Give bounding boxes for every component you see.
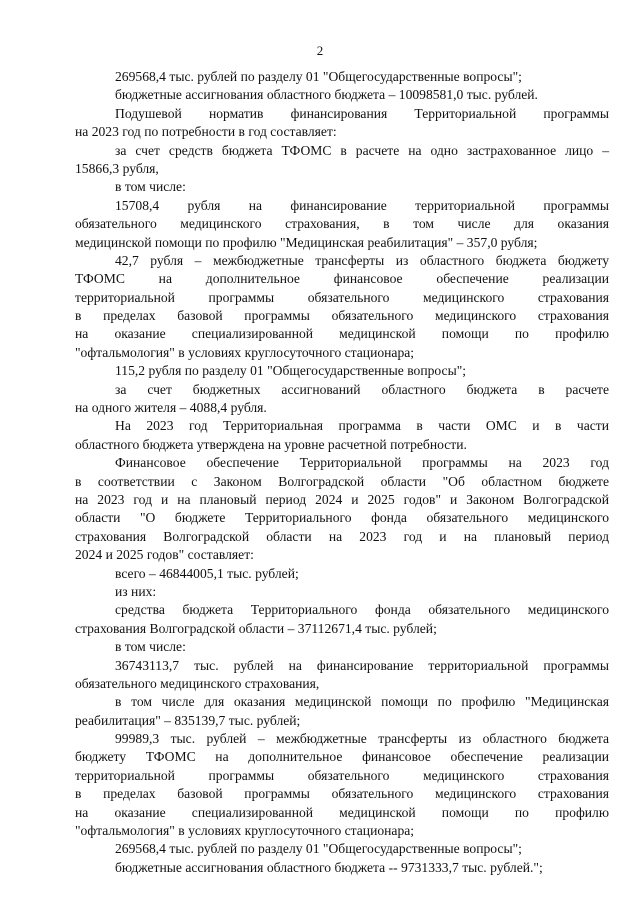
text-line: на 2023 год по потребности в год составляет: <box>75 124 337 140</box>
text-line: "офтальмология" в условиях круглосуточного стационара; <box>75 344 415 360</box>
text-line: 99989,3 тыс. рублей – межбюджетные трансферты из областного бюджета <box>115 731 609 747</box>
text-line: в пределах базовой программы обязательного медицинского страхования <box>75 308 609 324</box>
text-line: на одного жителя – 4088,4 рубля. <box>75 400 267 416</box>
text-line: ТФОМС на дополнительное финансовое обеспечение реализации <box>75 271 609 287</box>
text-line: 15708,4 рубля на финансирование территориальной программы <box>115 197 609 213</box>
text-line: "офтальмология" в условиях круглосуточного стационара; <box>75 823 415 839</box>
page-number: 2 <box>316 43 324 58</box>
text-line: 15866,3 рубля, <box>75 160 159 176</box>
text-line: на оказание специализированной медицинской помощи по профилю <box>75 804 609 820</box>
text-line: страхования Волгоградской области на 2023 год и на плановый период <box>75 528 609 544</box>
text-line: медицинской помощи по профилю "Медицинская реабилитация" – 357,0 рубля; <box>75 234 538 250</box>
text-line: 269568,4 тыс. рублей по разделу 01 "Общегосударственные вопросы"; <box>115 69 522 84</box>
text-line: средства бюджета Территориального фонда обязательного медицинского <box>115 602 609 618</box>
text-line: 269568,4 тыс. рублей по разделу 01 "Общегосударственные вопросы"; <box>115 841 522 857</box>
text-line: 115,2 рубля по разделу 01 "Общегосударственные вопросы"; <box>115 363 467 379</box>
text-line: Подушевой норматив финансирования Территориальной программы <box>115 105 609 121</box>
text-line: реабилитация" – 835139,7 тыс. рублей; <box>75 712 301 728</box>
text-line: На 2023 год Территориальная программа в части ОМС и в части <box>115 418 609 434</box>
text-line: страхования Волгоградской области – 37112671,4 тыс. рублей; <box>75 620 437 636</box>
text-line: в том числе для оказания медицинской помощи по профилю "Медицинская <box>115 694 609 710</box>
text-line: области "О бюджете Территориального фонда обязательного медицинского <box>75 510 609 526</box>
text-line: в соответствии с Законом Волгоградской области "Об областном бюджете <box>75 473 609 489</box>
text-line: областного бюджета утверждена на уровне расчетной потребности. <box>75 436 467 452</box>
text-line: на 2023 год и на плановый период 2024 и 2025 годов" и Законом Волгоградской <box>75 491 609 507</box>
text-line: в том числе: <box>115 639 186 655</box>
text-line: территориальной программы обязательного медицинского страхования <box>75 289 609 305</box>
text-line: территориальной программы обязательного медицинского страхования <box>75 767 609 783</box>
text-line: бюджетные ассигнования областного бюджета -- 9731333,7 тыс. рублей."; <box>115 859 543 875</box>
document-body <box>75 68 609 877</box>
text-line: обязательного медицинского страхования, в том числе для оказания <box>75 216 609 232</box>
text-line: бюджету ТФОМС на дополнительное финансовое обеспечение реализации <box>75 749 609 765</box>
text-line: за счет бюджетных ассигнований областного бюджета в расчете <box>115 381 609 397</box>
text-line: Финансовое обеспечение Территориальной программы на 2023 год <box>115 455 609 471</box>
text-line: 2024 и 2025 годов" составляет: <box>75 547 254 563</box>
text-line: 36743113,7 тыс. рублей на финансирование территориальной программы <box>115 657 609 673</box>
text-line: в том числе: <box>115 179 186 195</box>
text-line: в пределах базовой программы обязательного медицинского страхования <box>75 786 609 802</box>
text-line: за счет средств бюджета ТФОМС в расчете на одно застрахованное лицо – <box>115 142 609 158</box>
text-line: бюджетные ассигнования областного бюджета – 10098581,0 тыс. рублей. <box>115 87 538 103</box>
text-line: обязательного медицинского страхования, <box>75 675 320 691</box>
text-line: всего – 46844005,1 тыс. рублей; <box>115 565 299 581</box>
text-line: из них: <box>115 583 157 599</box>
text-line: на оказание специализированной медицинской помощи по профилю <box>75 326 609 342</box>
text-line: 42,7 рубля – межбюджетные трансферты из областного бюджета бюджету <box>115 252 609 268</box>
